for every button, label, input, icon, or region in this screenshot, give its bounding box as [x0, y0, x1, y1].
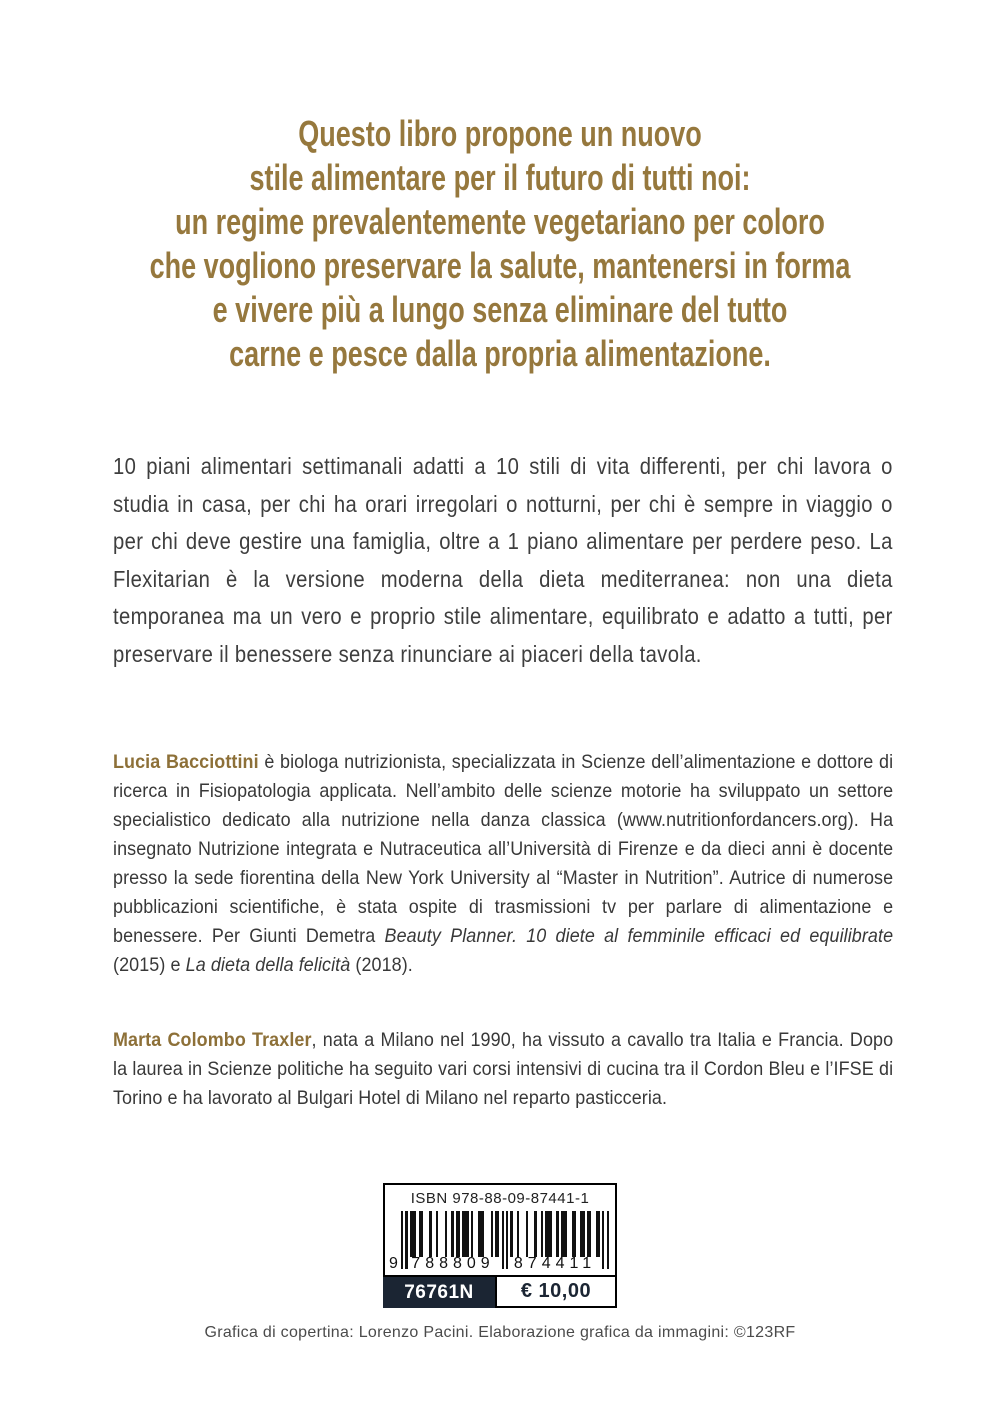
headline-line: carne e pesce dalla propria alimentazione.: [229, 333, 771, 374]
cover-credit: Grafica di copertina: Lorenzo Pacini. Elaborazione grafica da immagini: ©123RF: [204, 1324, 796, 1341]
bio-text: (2015) e: [113, 954, 186, 976]
barcode-block: [383, 1183, 617, 1308]
headline-line: Questo libro propone un nuovo: [298, 113, 702, 154]
author-name: Lucia Bacciottini: [113, 751, 259, 773]
bio-text: (2018).: [350, 954, 413, 976]
intro-paragraph: 10 piani alimentari settimanali adatti a 10 stili di vita differenti, per chi lavora o studia in casa, per chi ha orari irregolari o notturni, per chi è sempre in viaggio o per chi deve gestire una famiglia, oltre a 1 piano alimentare per perdere peso. La Flexitarian è la versione moderna della dieta mediterranea: non una dieta temporanea ma un vero e proprio stile alimentare, equilibrato e adatto a tutti, per preservare il benessere senza rinunciare ai piaceri della tavola.: [113, 453, 893, 667]
isbn-label: ISBN 978-88-09-87441-1: [410, 1190, 590, 1207]
author-name: Marta Colombo Traxler: [113, 1029, 312, 1051]
code-price-row: [383, 1277, 617, 1308]
headline-line: un regime prevalentemente vegetariano per coloro: [175, 201, 825, 242]
book-title-italic: Beauty Planner. 10 diete al femminile efficaci ed equilibrate: [384, 925, 894, 947]
headline-line: e vivere più a lungo senza eliminare del tutto: [212, 289, 788, 330]
headline-block: [125, 112, 875, 376]
bio-text: , nata a Milano nel 1990, ha vissuto a cavallo tra Italia e Francia. Dopo la laurea in Scienze politiche ha seguito vari corsi intensivi di cucina tra il Cordon Bleu e l’IFSE di Torino e ha lavorato al Bulgari Hotel di Milano nel reparto pasticceria.: [113, 1029, 894, 1109]
barcode-digits-right: 874411: [513, 1255, 597, 1272]
bio-text: è biologa nutrizionista, specializzata in Scienze dell’alimentazione e dottore di ricerca in Fisiopatologia applicata. Nell’ambito delle scienze motorie ha sviluppato un settore specialistico dedicato alla nutrizione nella danza classica (www.nutritionfordancers.org). Ha insegnato Nutrizione integrata e Nutraceutica all’Università di Firenze e da dieci anni è docente presso la sede fiorentina della New York University al “Master in Nutrition”. Autrice di numerose pubblicazioni scientifiche, è stata ospite di trasmissioni tv per parlare di alimentazione e benessere. Per Giunti Demetra: [113, 751, 894, 947]
price-label: € 10,00: [495, 1277, 617, 1308]
author-bio-lucia-bacciottini: [113, 748, 893, 980]
headline-line: stile alimentare per il futuro di tutti noi:: [249, 157, 751, 198]
publisher-code-badge: 76761N: [383, 1277, 495, 1308]
barcode-digit-first: 9: [389, 1255, 398, 1272]
barcode-box: [383, 1183, 617, 1277]
barcode-digits-left: 788809: [411, 1255, 495, 1272]
book-title-italic: La dieta della felicità: [185, 954, 351, 976]
headline-line: che vogliono preservare la salute, mantenersi in forma: [149, 245, 851, 286]
author-bio-marta-colombo-traxler: [113, 1026, 893, 1113]
barcode-area: [389, 1211, 611, 1273]
